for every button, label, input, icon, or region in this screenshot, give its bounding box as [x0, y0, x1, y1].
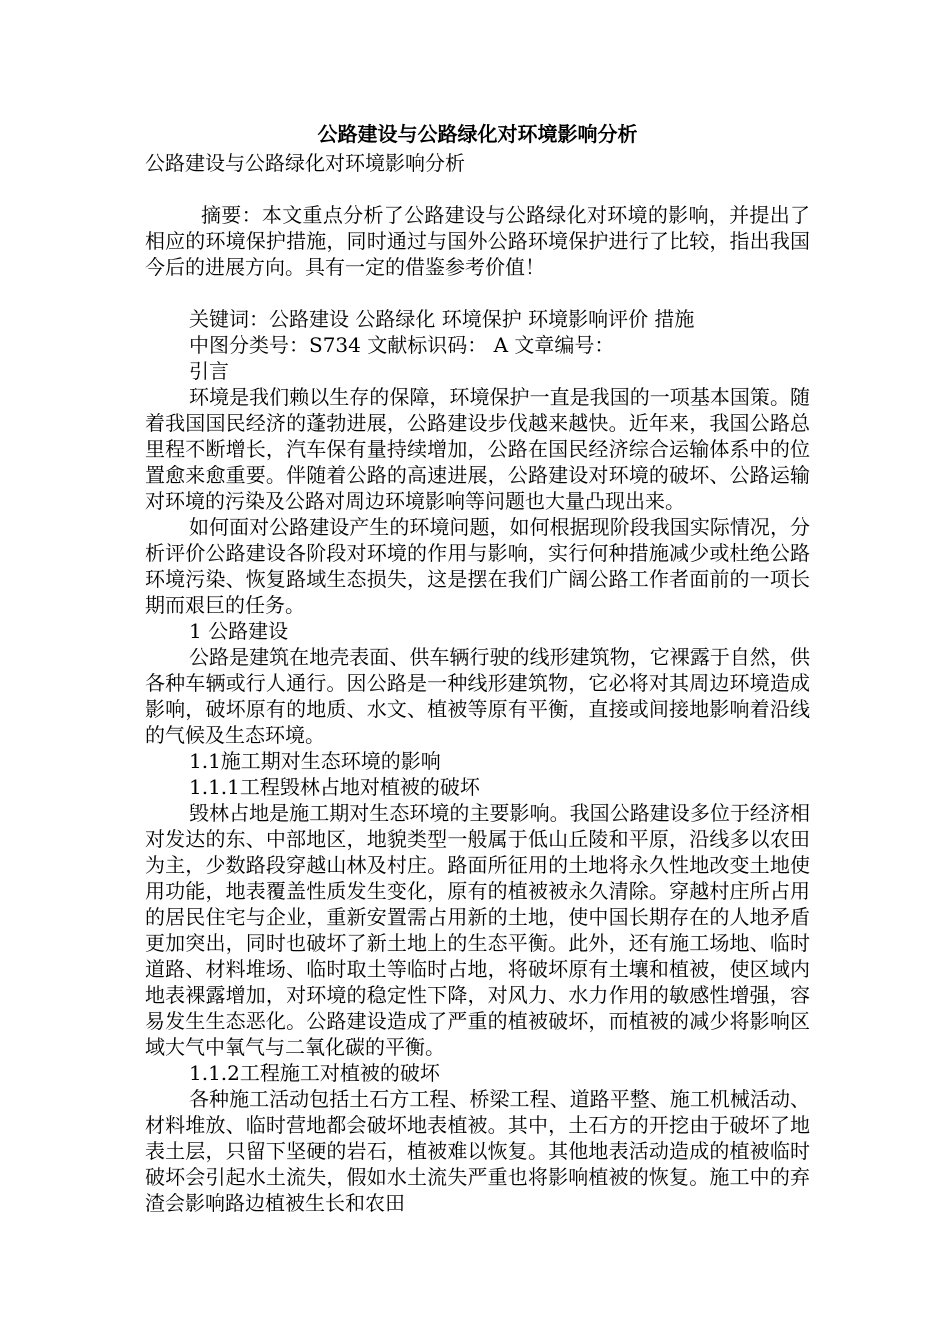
intro-heading: 引言: [189, 359, 229, 383]
section-1-heading: 1 公路建设: [189, 619, 289, 643]
document-page: [145, 118, 810, 1216]
spacer: [145, 280, 810, 306]
intro-paragraph-1: 环境是我们赖以生存的保障，环境保护一直是我国的一项基本国策。随着我国国民经济的蓬勃进展，公路建设步伐越来越快。近年来，我国公路总里程不断增长，汽车保有量持续增加，公路在国民经济综合运输体系中的位置愈来愈重要。伴随着公路的高速进展，公路建设对环境的破坏、公路运输对环境的污染及公路对周边环境影响等问题也大量凸现出来。: [145, 385, 810, 513]
document-subtitle: 公路建设与公路绿化对环境影响分析: [145, 151, 465, 175]
section-1-1-2-paragraph: 各种施工活动包括土石方工程、桥梁工程、道路平整、施工机械活动、材料堆放、临时营地都会破坏地表植被。其中，土石方的开挖由于破坏了地表土层，只留下坚硬的岩石，植被难以恢复。其他地表活动造成的植被临时破坏会引起水土流失，假如水土流失严重也将影响植被的恢复。施工中的弃渣会影响路边植被生长和农田: [145, 1087, 810, 1215]
section-1-1-1-heading: 1.1.1工程毁林占地对植被的破坏: [189, 775, 480, 799]
abstract-paragraph: 摘要：本文重点分析了公路建设与公路绿化对环境的影响，并提出了相应的环境保护措施，同时通过与国外公路环境保护进行了比较，指出我国今后的进展方向。具有一定的借鉴参考价值！: [145, 203, 810, 279]
keywords-line: 关键词：公路建设 公路绿化 环境保护 环境影响评价 措施: [189, 307, 695, 331]
section-1-1-2-heading: 1.1.2工程施工对植被的破坏: [189, 1061, 440, 1085]
intro-paragraph-2: 如何面对公路建设产生的环境问题，如何根据现阶段我国实际情况，分析评价公路建设各阶段对环境的作用与影响，实行何种措施减少或杜绝公路环境污染、恢复路域生态损失，这是摆在我们广阔公路工作者面前的一项长期而艰巨的任务。: [145, 515, 810, 617]
document-title: 公路建设与公路绿化对环境影响分析: [317, 122, 638, 146]
classification-line: 中图分类号：S734 文献标识码： A 文章编号：: [189, 333, 615, 357]
section-1-1-1-paragraph: 毁林占地是施工期对生态环境的主要影响。我国公路建设多位于经济相对发达的东、中部地区，地貌类型一般属于低山丘陵和平原，沿线多以农田为主，少数路段穿越山林及村庄。路面所征用的土地将永久性地改变土地使用功能，地表覆盖性质发生变化，原有的植被被永久清除。穿越村庄所占用的居民住宅与企业，重新安置需占用新的土地，使中国长期存在的人地矛盾更加突出，同时也破坏了新土地上的生态平衡。此外，还有施工场地、临时道路、材料堆场、临时取土等临时占地，将破坏原有土壤和植被，使区域内地表裸露增加，对环境的稳定性下降，对风力、水力作用的敏感性增强，容易发生生态恶化。公路建设造成了严重的植被破坏，而植被的减少将影响区域大气中氧气与二氧化碳的平衡。: [145, 801, 810, 1059]
section-1-1-heading: 1.1施工期对生态环境的影响: [189, 749, 441, 773]
section-1-paragraph: 公路是建筑在地壳表面、供车辆行驶的线形建筑物，它裸露于自然，供各种车辆或行人通行。因公路是一种线形建筑物，它必将对其周边环境造成影响，破坏原有的地质、水文、植被等原有平衡，直接或间接地影响着沿线的气候及生态环境。: [145, 645, 810, 747]
